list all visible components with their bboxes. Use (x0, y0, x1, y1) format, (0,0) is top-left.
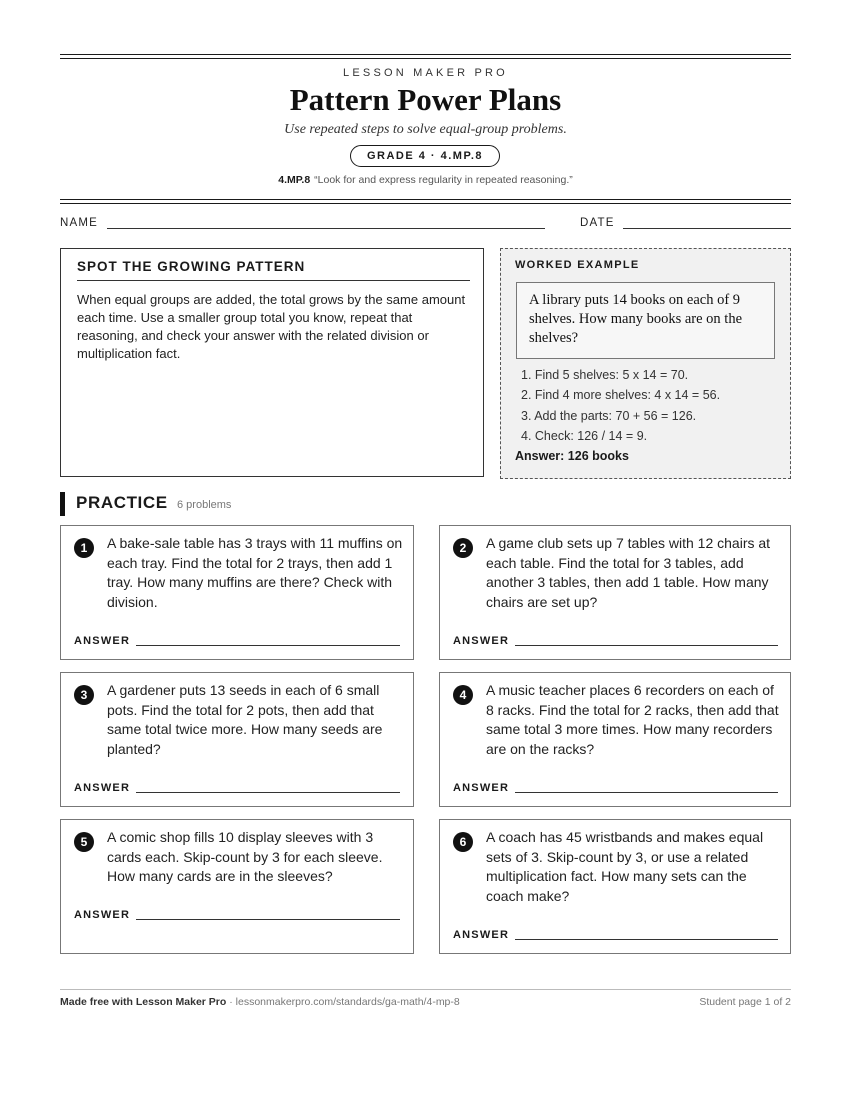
spot-pattern-box (60, 248, 484, 477)
answer-field[interactable] (136, 645, 400, 646)
answer-label: ANSWER (74, 635, 131, 647)
header-rule (60, 54, 791, 55)
answer-label: ANSWER (74, 909, 131, 921)
answer-label: ANSWER (74, 782, 131, 794)
worked-step: 1. Find 5 shelves: 5 x 14 = 70. (521, 368, 689, 382)
footer-made-with: Made free with Lesson Maker Pro (60, 996, 227, 1008)
header-rule (60, 199, 791, 200)
spot-body: When equal groups are added, the total grows by the same amount each time. Use a smaller group total you know, repeat that reasoning, and check your answer with the related division or multiplication fact. (77, 292, 466, 361)
name-field[interactable] (107, 228, 545, 229)
date-label: DATE (580, 217, 615, 229)
worked-example-box (500, 248, 791, 479)
answer-label: ANSWER (453, 635, 510, 647)
worked-question: A library puts 14 books on each of 9 shelves. How many books are on the shelves? (516, 282, 775, 359)
header-rule (60, 203, 791, 204)
page-subtitle: Use repeated steps to solve equal-group problems. (284, 122, 567, 137)
name-label: NAME (60, 217, 99, 229)
answer-field[interactable] (515, 939, 778, 940)
date-field[interactable] (623, 228, 791, 229)
problem-text: A music teacher places 6 recorders on each of 8 racks. Find the total for 2 racks, then add that same total 3 more times. How many recorders are on the racks? (486, 682, 779, 757)
worked-answer: Answer: 126 books (515, 449, 629, 463)
practice-count: 6 problems (177, 499, 232, 511)
header-rule (60, 58, 791, 59)
problem-text: A coach has 45 wristbands and makes equal sets of 3. Skip-count by 3, or use a related multiplication fact. How many sets can the coach make? (486, 829, 764, 904)
problem-number: 6 (453, 832, 473, 852)
problem-card-3 (60, 672, 414, 807)
problem-card-5 (60, 819, 414, 954)
answer-field[interactable] (136, 919, 400, 920)
worked-step: 3. Add the parts: 70 + 56 = 126. (521, 408, 697, 423)
answer-field[interactable] (515, 645, 778, 646)
footer-url: · lessonmakerpro.com/standards/ga-math/4-mp-8 (226, 996, 460, 1008)
standard-text: “Look for and express regularity in repeated reasoning.” (314, 174, 573, 186)
problem-number: 1 (74, 538, 94, 558)
standard-line (60, 174, 791, 186)
problem-text: A gardener puts 13 seeds in each of 6 small pots. Find the total for 2 pots, then add that same total twice more. How many seeds are planted? (107, 682, 383, 757)
grade-badge: GRADE 4 · 4.MP.8 (350, 145, 500, 167)
problem-number: 5 (74, 832, 94, 852)
worked-step: 2. Find 4 more shelves: 4 x 14 = 56. (521, 388, 721, 403)
problem-card-4 (439, 672, 791, 807)
problem-text: A bake-sale table has 3 trays with 11 muffins on each tray. Find the total for 2 trays, then add 1 tray. How many muffins are there? Check with division. (107, 535, 403, 610)
worked-steps (521, 365, 720, 446)
problem-number: 2 (453, 538, 473, 558)
brand-label: LESSON MAKER PRO (343, 67, 508, 79)
problem-text: A comic shop fills 10 display sleeves with 3 cards each. Skip-count by 3 for each sleeve. How many cards are in the sleeves? (107, 829, 383, 885)
problem-card-6 (439, 819, 791, 954)
problem-card-1 (60, 525, 414, 660)
footer-credit (60, 996, 460, 1008)
problem-card-2 (439, 525, 791, 660)
answer-field[interactable] (136, 792, 400, 793)
standard-code: 4.MP.8 (278, 174, 311, 186)
footer-page-number: Student page 1 of 2 (699, 996, 791, 1008)
problem-number: 4 (453, 685, 473, 705)
page-title: Pattern Power Plans (289, 82, 562, 117)
answer-field[interactable] (515, 792, 778, 793)
answer-label: ANSWER (453, 929, 510, 941)
spot-title: SPOT THE GROWING PATTERN (77, 259, 470, 281)
answer-label: ANSWER (453, 782, 510, 794)
worked-step: 4. Check: 126 / 14 = 9. (521, 428, 648, 443)
practice-accent-bar (60, 492, 65, 516)
practice-title: PRACTICE (76, 493, 168, 512)
worked-title: WORKED EXAMPLE (515, 259, 640, 271)
problem-number: 3 (74, 685, 94, 705)
problem-text: A game club sets up 7 tables with 12 chairs at each table. Find the total for 3 tables, add another 3 tables, then add 1 table. How many chairs are set up? (486, 535, 771, 610)
footer-rule (60, 989, 791, 990)
